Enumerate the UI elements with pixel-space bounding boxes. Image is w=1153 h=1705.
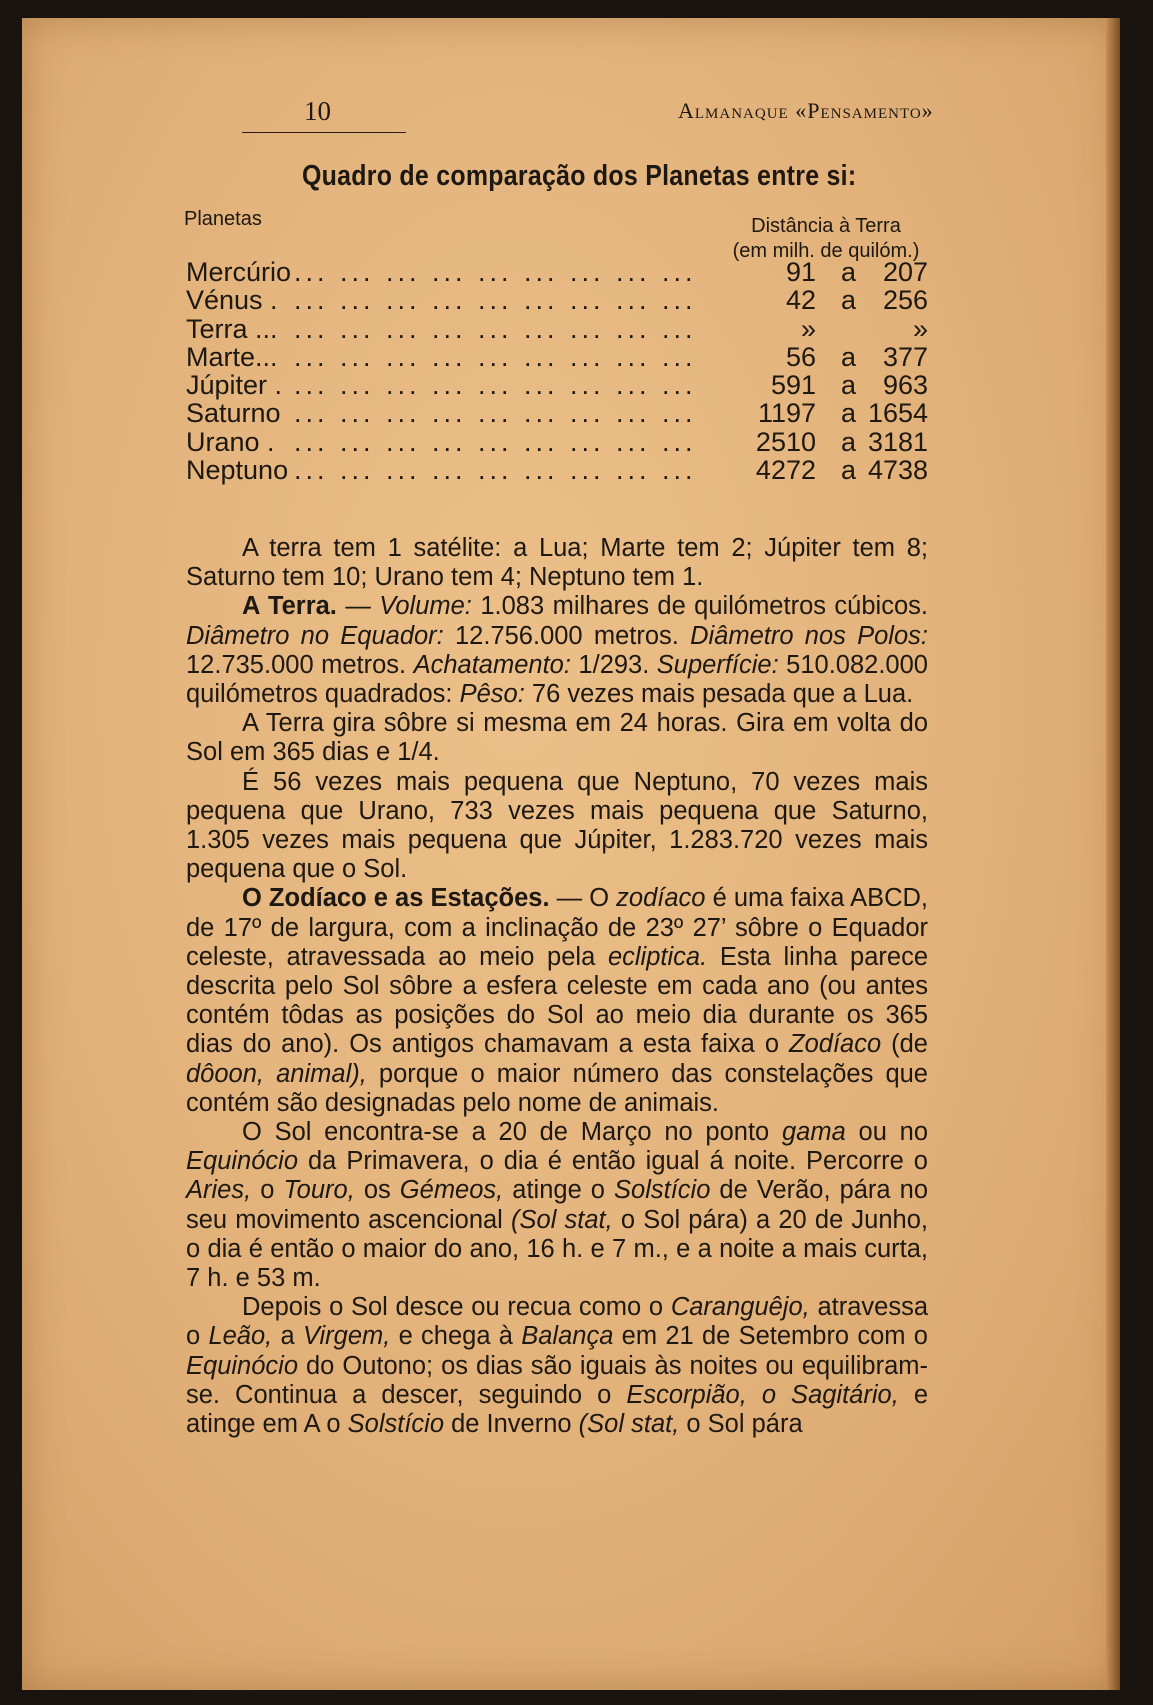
table-row — [186, 428, 928, 456]
table-row — [186, 456, 928, 484]
distance-to: 207 — [882, 257, 928, 287]
running-title: Almanaque «Pensamento» — [678, 98, 934, 123]
distance-from: 56 — [785, 341, 816, 372]
distance-from: » — [800, 313, 816, 344]
book-page — [22, 18, 1120, 1690]
table-row — [186, 399, 928, 427]
distance-from: 591 — [770, 370, 816, 401]
table-row — [186, 258, 928, 286]
planet-name: Mercúrio — [186, 257, 292, 287]
distance-sep: a — [840, 285, 856, 316]
dot-leader: ... ... ... ... ... ... ... ... ... — [294, 258, 697, 286]
distance-from: 2510 — [755, 426, 816, 457]
dot-leader: ... ... ... ... ... ... ... ... ... — [294, 371, 697, 400]
page-header — [22, 76, 1120, 126]
distance-sep: a — [840, 398, 856, 429]
planet-name: Vénus . — [186, 285, 278, 316]
dot-leader: ... ... ... ... ... ... ... ... ... — [294, 456, 697, 485]
table-row — [186, 371, 928, 399]
distance-to: 3181 — [868, 426, 929, 457]
paragraph-autumn: Depois o Sol desce ou recua como o Caranguêjo, atravessa o Leão, a Virgem, e chega à Balança em 21 de Setembro com o Equinócio do Outono; os dias são iguais às noites ou equilibram-se. Continua a descer, seguindo o Escorpião, o Sagitário, e atinge em A o Solstício de Inverno (Sol stat, o Sol pára — [186, 1293, 929, 1439]
table-row — [186, 315, 928, 343]
distance-to: 1654 — [868, 398, 929, 429]
table-title: Quadro de comparação dos Planetas entre si: — [302, 160, 857, 192]
paragraph-size-comparison: É 56 vezes mais pequena que Neptuno, 70 vezes mais pequena que Urano, 733 vezes mais pequena que Saturno, 1.305 vezes mais pequena que Júpiter, 1.283.720 vezes mais pequena que o Sol. — [186, 767, 928, 884]
planet-name: Urano . — [186, 426, 275, 457]
planet-name: Terra ... — [186, 313, 278, 344]
distance-sep: a — [840, 426, 856, 457]
body-text — [186, 534, 928, 1439]
distance-sep: a — [840, 257, 856, 287]
planet-name: Júpiter . — [186, 370, 283, 401]
dot-leader: ... ... ... ... ... ... ... ... ... — [294, 399, 697, 428]
column-header-planets: Planetas — [184, 208, 262, 230]
distance-from: 4272 — [755, 455, 816, 486]
dot-leader: ... ... ... ... ... ... ... ... ... — [294, 286, 697, 315]
dot-leader: ... ... ... ... ... ... ... ... ... — [294, 427, 697, 456]
table-row — [186, 343, 928, 371]
paragraph-satellites: A terra tem 1 satélite: a Lua; Marte tem 2; Júpiter tem 8; Saturno tem 10; Urano tem 4; Neptuno tem 1. — [186, 534, 928, 592]
paragraph-rotation: A Terra gira sôbre si mesma em 24 horas. Gira em volta do Sol em 365 dias e 1/4. — [186, 709, 928, 767]
distance-sep: a — [840, 455, 856, 486]
distance-to: » — [912, 313, 928, 344]
paragraph-zodiac: O Zodíaco e as Estações. — O zodíaco é uma faixa ABCD, de 17º de largura, com a inclinação de 23º 27’ sôbre o Equador celeste, atravessada ao meio pela ecliptica. Esta linha parece descrita pelo Sol sôbre a esfera celeste em cada ano (ou antes contém tôdas as posições do Sol ao meio dia durante os 365 dias do ano). Os antigos chamavam a esta faixa o Zodíaco (de dôoon, animal), porque o maior número das constelações que contém são designadas pelo nome de animais. — [186, 884, 929, 1117]
distance-from: 1197 — [757, 398, 816, 429]
distance-from: 42 — [785, 285, 816, 316]
table-row — [186, 286, 928, 314]
distance-to: 963 — [882, 370, 928, 401]
distance-to: 377 — [882, 341, 928, 372]
planet-name: Neptuno — [186, 455, 289, 486]
dot-leader: ... ... ... ... ... ... ... ... ... — [294, 342, 697, 371]
distance-sep: a — [840, 341, 856, 372]
column-header-distance-line2: (em milh. de quilóm.) — [732, 240, 920, 262]
distance-to: 4738 — [868, 455, 929, 486]
column-header-distance-line1: Distância à Terra — [751, 215, 901, 237]
page-spine-edge — [1106, 18, 1120, 1690]
distance-to: 256 — [882, 285, 928, 316]
planet-name: Marte... — [186, 341, 278, 372]
planet-name: Saturno — [186, 398, 281, 429]
planet-table — [186, 258, 928, 484]
paragraph-earth: A Terra. — Volume: 1.083 milhares de quilómetros cúbicos. Diâmetro no Equador: 12.756.000 metros. Diâmetro nos Polos: 12.735.000 metros. Achatamento: 1/293. Superfície: 510.082.000 quilómetros quadrados: Pêso: 76 vezes mais pesada que a Lua. — [186, 592, 928, 709]
distance-from: 91 — [785, 257, 816, 287]
header-rule — [242, 132, 406, 133]
distance-sep: a — [840, 370, 856, 401]
paragraph-spring: O Sol encontra-se a 20 de Março no ponto gama ou no Equinócio da Primavera, o dia é então igual á noite. Percorre o Aries, o Touro, os Gémeos, atinge o Solstício de Verão, pára no seu movimento ascencional (Sol stat, o Sol pára) a 20 de Junho, o dia é então o maior do ano, 16 h. e 7 m., e a noite a mais curta, 7 h. e 53 m. — [186, 1118, 928, 1293]
page-number: 10 — [304, 96, 331, 126]
dot-leader: ... ... ... ... ... ... ... ... ... — [294, 314, 697, 343]
